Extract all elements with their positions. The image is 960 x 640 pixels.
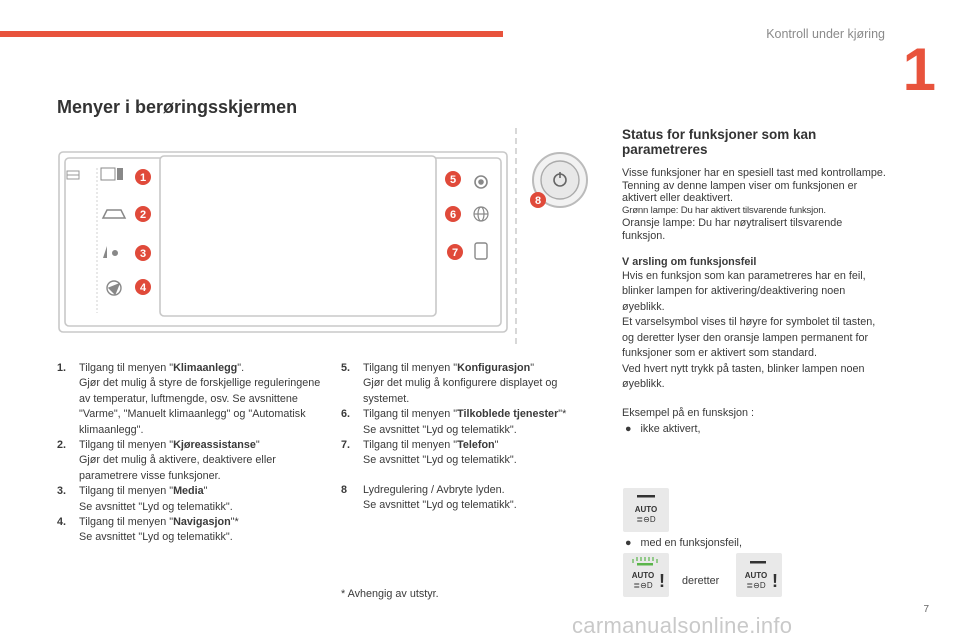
svg-text:AUTO: AUTO (634, 505, 658, 514)
status-title: Status for funksjoner som kan parametreres (622, 127, 817, 157)
status-paragraph: Grønn lampe: Du har aktivert tilsvarende funksjon. (622, 204, 826, 216)
svg-text:!: ! (659, 571, 665, 591)
globe-icon (474, 207, 488, 221)
list-item: 6. Tilgang til menyen "Tilkoblede tjenester"* Se avsnittet "Lyd og telematikk". (341, 408, 567, 436)
svg-text:8: 8 (534, 195, 542, 207)
section-header: Kontroll under kjøring (766, 27, 885, 41)
status-paragraph: Visse funksjoner har en spesiell tast med kontrollampe. (622, 167, 886, 179)
drive-assist-icon (103, 210, 125, 218)
svg-text:5: 5 (449, 174, 457, 186)
footnote: * Avhengig av utstyr. (341, 588, 439, 600)
list-item: 2. Tilgang til menyen "Kjøreassistanse" Gjør det mulig å aktivere, deaktivere eller parametrere visse funksjoner. (57, 439, 276, 482)
svg-text:!: ! (772, 571, 778, 591)
climate-icon (101, 168, 123, 180)
callout-2 (135, 206, 151, 222)
navigation-icon (107, 281, 121, 295)
list-item: 7. Tilgang til menyen "Telefon" Se avsnittet "Lyd og telematikk". (341, 439, 517, 467)
grid-icon (67, 171, 79, 179)
example-label: Eksempel på en funsksjon : (622, 406, 755, 419)
callout-8 (530, 192, 546, 208)
callout-1 (135, 169, 151, 185)
bullet-item: ● ikke aktivert, (625, 422, 701, 435)
media-icon (103, 246, 118, 258)
list-item: 4. Tilgang til menyen "Navigasjon"* Se avsnittet "Lyd og telematikk". (57, 516, 239, 544)
svg-text:4: 4 (139, 282, 147, 294)
menu-list-left (57, 361, 322, 546)
auto-button-image-fault-steady (736, 553, 782, 597)
svg-text:AUTO: AUTO (631, 571, 655, 580)
chapter-number: 1 (902, 36, 936, 103)
bullet-item: ● med en funksjonsfeil, (625, 537, 742, 549)
list-item: 1. Tilgang til menyen "Klimaanlegg". Gjør det mulig å styre de forskjellige reguleringene av temperatur, luftmengde, osv. Se avsnittene "Varme", "Manuelt klimaanlegg" og "Automatisk klimaanlegg". (57, 362, 321, 436)
list-item: 5. Tilgang til menyen "Konfigurasjon" Gjør det mulig å konfigurere displayet og systemet. (341, 362, 558, 405)
status-paragraph: Tenning av denne lampen viser om funksjonen er aktivert eller deaktivert. (622, 179, 858, 205)
svg-text:≣⊖D: ≣⊖D (633, 581, 653, 590)
svg-text:AUTO: AUTO (744, 571, 768, 580)
svg-text:3: 3 (139, 248, 147, 260)
page-title: Menyer i berøringsskjermen (57, 97, 298, 117)
then-label: deretter (682, 575, 720, 587)
svg-text:6: 6 (449, 209, 457, 221)
screen-display (160, 156, 436, 316)
status-paragraph: Oransje lampe: Du har nøytralisert tilsvarende funksjon. (622, 217, 843, 242)
menu-list-right (341, 361, 606, 514)
callout-6 (445, 206, 461, 222)
warning-paragraph: Et varselsymbol vises til høyre for symbolet til tasten, og deretter lyser den oransje lampen permanent for funksjoner som er aktivert som standard. (622, 316, 876, 360)
svg-text:2: 2 (139, 209, 147, 221)
warning-title: V arsling om funksjonsfeil (622, 255, 757, 268)
status-section (622, 127, 887, 437)
list-item: 8 Lydregulering / Avbryte lyden. Se avsnittet "Lyd og telematikk". (341, 483, 517, 512)
warning-paragraph: Ved hvert nytt trykk på tasten, blinker lampen noen øyeblikk. (622, 362, 865, 391)
callout-4 (135, 279, 151, 295)
auto-button-image-off (623, 488, 669, 532)
svg-text:1: 1 (139, 172, 147, 184)
touchscreen-illustration (57, 128, 613, 346)
phone-icon (475, 243, 487, 259)
svg-text:7: 7 (451, 247, 459, 259)
callout-7 (447, 244, 463, 260)
top-accent-bar (0, 31, 503, 37)
list-item: 3. Tilgang til menyen "Media" Se avsnittet "Lyd og telematikk". (57, 485, 233, 513)
callout-5 (445, 171, 461, 187)
warning-paragraph: Hvis en funksjon som kan parametreres har en feil, blinker lampen for aktivering/deaktivering noen øyeblikk. (622, 269, 866, 313)
callout-3 (135, 245, 151, 261)
watermark: carmanualsonline.info (572, 613, 793, 638)
svg-text:≣⊖D: ≣⊖D (746, 581, 766, 590)
page-number: 7 (923, 604, 929, 615)
auto-button-image-fault-blinking (623, 553, 669, 597)
settings-icon (475, 176, 487, 188)
svg-text:≣⊖D: ≣⊖D (636, 515, 656, 524)
